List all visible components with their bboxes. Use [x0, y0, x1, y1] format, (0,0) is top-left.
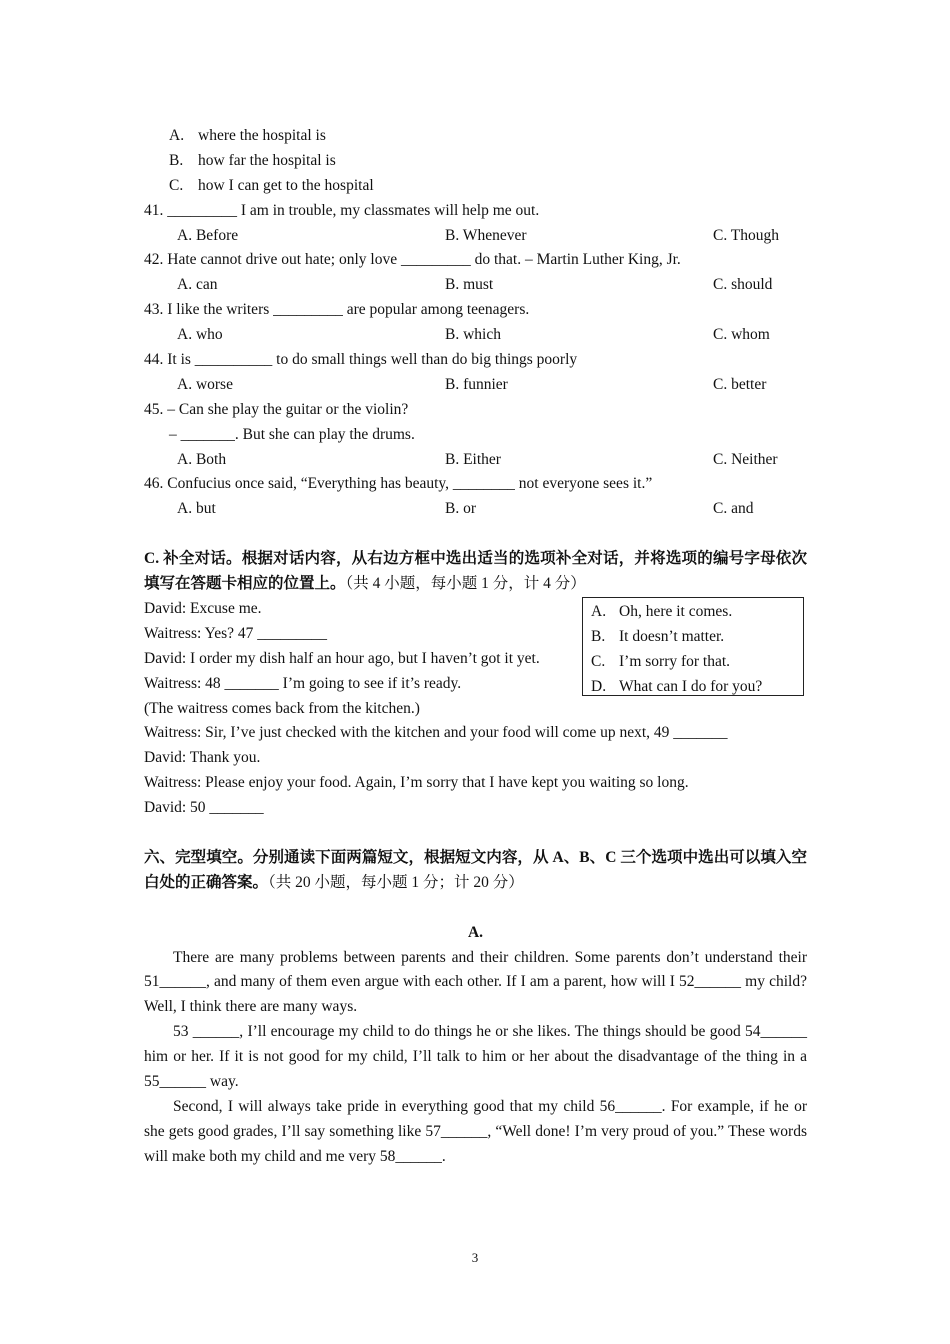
box-option-a: A. Oh, here it comes. — [591, 602, 733, 620]
dialog-line: Waitress: Please enjoy your food. Again, I’m sorry that I have kept you waiting so long. — [144, 774, 689, 792]
dialog-line: Waitress: Yes? 47 _________ — [144, 624, 328, 642]
spacer — [144, 896, 807, 921]
box-option-d: D. What can I do for you? — [591, 677, 763, 695]
dialog-line: Waitress: Sir, I’ve just checked with the kitchen and your food will come up next, 49 _______ — [144, 724, 728, 742]
q40-option-b: B. how far the hospital is — [169, 151, 336, 169]
section-c-dialog — [144, 597, 807, 821]
passage-paragraph: 53 ______, I’ll encourage my child to do things he or she likes. The things should be good 54______ him or her. If it is not good for my child, I’ll talk to him or her about the disadvantage of the thing in a 55______ way. — [144, 1023, 807, 1091]
question-options: A. but B. or C. and — [177, 500, 754, 518]
box-option-b: B. It doesn’t matter. — [591, 627, 725, 645]
passage-title: A. — [467, 923, 484, 941]
dialog-line: David: Excuse me. — [144, 599, 262, 617]
passage-paragraph: There are many problems between parents and their children. Some parents don’t understand their 51______, and many of them even argue with each other. If I am a parent, how will I 52______ my child? Well, I think there are many ways. — [144, 948, 807, 1016]
question-stem-reply: – _______. But she can play the drums. — [169, 425, 415, 443]
dialog-line: David: I order my dish half an hour ago, but I haven’t got it yet. — [144, 649, 540, 667]
box-option-c: C. I’m sorry for that. — [591, 652, 731, 670]
q40-option-c: C. how I can get to the hospital — [169, 176, 374, 194]
exam-page — [144, 124, 807, 1170]
section-c-heading: C. 补全对话。根据对话内容，从右边方框中选出适当的选项补全对话，并将选项的编号字母依次填写在答题卡相应的位置上。（共 4 小题，每小题 1 分，计 4 分） — [144, 550, 807, 593]
passage-paragraph: Second, I will always take pride in everything good that my child 56______. For example, if he or she gets good grades, I’ll say something like 57______, “Well done! I’m very proud of you.” These words will make both my child and me very 58______. — [144, 1097, 807, 1165]
section-6-note: （共 20 小题，每小题 1 分；计 20 分） — [268, 873, 524, 891]
section-c-note: （共 4 小题，每小题 1 分，计 4 分） — [345, 575, 586, 593]
question-options: A. Before B. Whenever C. Though — [177, 226, 780, 244]
dialog-line: David: 50 _______ — [144, 799, 264, 817]
question-46 — [144, 472, 807, 522]
question-stem: 41. _________ I am in trouble, my classmates will help me out. — [144, 201, 540, 219]
question-stem: 43. I like the writers _________ are popular among teenagers. — [144, 301, 530, 319]
question-stem: 46. Confucius once said, “Everything has beauty, ________ not everyone sees it.” — [144, 475, 653, 493]
question-stem: 44. It is __________ to do small things well than do big things poorly — [144, 351, 578, 369]
question-stem: 42. Hate cannot drive out hate; only love _________ do that. – Martin Luther King, Jr. — [144, 251, 681, 269]
question-42 — [144, 248, 807, 298]
question-44 — [144, 348, 807, 398]
question-options: A. who B. which C. whom — [177, 326, 770, 344]
spacer — [144, 522, 807, 547]
question-options: A. worse B. funnier C. better — [177, 375, 767, 393]
question-45 — [144, 398, 807, 473]
q40-options — [144, 124, 807, 199]
question-options: A. can B. must C. should — [177, 276, 773, 294]
question-stem: 45. – Can she play the guitar or the violin? — [144, 400, 409, 418]
spacer — [144, 821, 807, 846]
section-6-heading: 六、完型填空。分别通读下面两篇短文，根据短文内容，从 A、B、C 三个选项中选出可以填入空白处的正确答案。（共 20 小题，每小题 1 分；计 20 分） — [144, 848, 807, 891]
dialog-line: (The waitress comes back from the kitchen.) — [144, 699, 420, 717]
question-options: A. Both B. Either C. Neither — [177, 450, 778, 468]
q40-option-a: A. where the hospital is — [169, 127, 326, 144]
page-number: 3 — [471, 1250, 479, 1265]
dialog-line: David: Thank you. — [144, 749, 261, 767]
question-43 — [144, 298, 807, 348]
question-41 — [144, 199, 807, 249]
options-box — [582, 597, 804, 696]
dialog-line: Waitress: 48 _______ I’m going to see if it’s ready. — [144, 674, 462, 692]
